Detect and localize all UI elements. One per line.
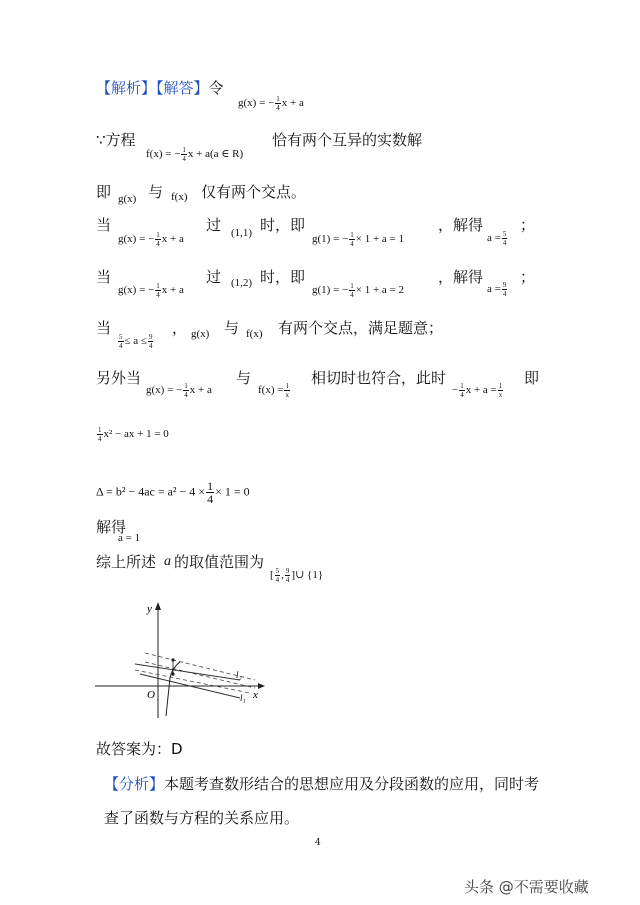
x-label: x: [253, 689, 258, 701]
y-axis-arrow: [155, 602, 161, 610]
discriminant-eq: Δ = b² − 4ac = a² − 4 × $\frac{1}{4}$ × 1 = 0: [96, 479, 250, 506]
l7-yu: 与: [236, 369, 252, 387]
analysis-line-2: 查了函数与方程的关系应用。: [104, 809, 300, 827]
l6-comma: ，: [172, 319, 188, 337]
f-definition: f(x) = − $\frac{1}{4}$ x + a(a ∈ R): [146, 146, 244, 163]
l3-text: 仅有两个交点。: [201, 183, 307, 201]
g-definition: g(x) = − $\frac{1}{4}$ x + a: [238, 95, 304, 112]
l4-point: (1,1): [231, 227, 253, 239]
l2-label: l₂: [236, 670, 242, 680]
answer-tag: 【解答】: [156, 79, 209, 97]
y-label: y: [147, 603, 152, 615]
l5-guo: 过: [206, 268, 222, 286]
line-l2: [135, 664, 240, 680]
l11-var-a: a: [164, 554, 171, 569]
range-result: [ $\frac{5}{4}$ , $\frac{9}{4}$ ]∪ {1}: [270, 567, 324, 584]
x-axis-arrow: [258, 683, 265, 689]
l4-dang: 当: [96, 216, 112, 234]
point-upper: [171, 658, 174, 661]
graph-figure: [90, 598, 280, 728]
analysis-line-1: [104, 773, 539, 794]
l6-yu: 与: [224, 319, 240, 337]
l1-label: l₁: [240, 693, 246, 703]
l4-g1-expr: g(1) = − $\frac{1}{4}$ × 1 + a = 1: [312, 231, 404, 248]
l6-range: $\frac{5}{4}$ ≤ a ≤ $\frac{9}{4}$: [119, 333, 153, 350]
l11-zongshang: 综上所述: [96, 553, 157, 571]
l4-g-expr: g(x) = − $\frac{1}{4}$ x + a: [118, 231, 184, 248]
origin-label: O: [147, 689, 155, 701]
l5-result: a = $\frac{9}{4}$: [487, 281, 507, 298]
l7-tangent-eq: − $\frac{1}{4}$ x + a = $\frac{1}{x}$: [452, 382, 503, 399]
analysis-tag: 【解析】: [96, 79, 157, 97]
let-text: 令: [208, 79, 224, 97]
l4-shi: 时，即: [260, 216, 306, 234]
l6-text: 有两个交点，满足题意；: [278, 319, 444, 337]
l7-f-recip: f(x) = $\frac{1}{x}$: [258, 382, 289, 399]
page-number: 4: [315, 838, 321, 848]
point-lower: [171, 672, 174, 675]
l3-f: f(x): [171, 191, 188, 203]
l11-text: 的取值范围为: [174, 553, 265, 571]
l5-g1-expr: g(1) = − $\frac{1}{4}$ × 1 + a = 2: [312, 282, 404, 299]
final-answer: 故答案为：D: [96, 740, 183, 758]
l6-f: f(x): [246, 328, 263, 340]
l4-guo: 过: [206, 216, 222, 234]
analysis-text-1: 本题考查数形结合的思想应用及分段函数的应用，同时考: [164, 775, 540, 793]
two-solutions-text: 恰有两个互异的实数解: [272, 131, 423, 149]
quadratic-eq: $\frac{1}{4}$ x² − ax + 1 = 0: [98, 426, 169, 443]
l5-semicolon: ；: [520, 268, 536, 286]
analysis-tag-2: 【分析】: [104, 775, 165, 793]
l4-semicolon: ；: [520, 216, 536, 234]
l3-g: g(x): [118, 193, 137, 205]
l3-ji: 即: [96, 183, 112, 201]
watermark: 头条 @不需要收藏: [464, 878, 589, 896]
l7-ji: 即: [524, 369, 540, 387]
l7-text: 相切时也符合，此时: [311, 369, 447, 387]
l3-yu: 与: [148, 183, 164, 201]
l5-point: (1,2): [231, 277, 253, 289]
l5-shi: 时，即: [260, 268, 306, 286]
equation-statement: ∵方程: [96, 131, 136, 149]
l10-result: a = 1: [118, 532, 141, 544]
l6-dang: 当: [96, 319, 112, 337]
l6-g: g(x): [191, 328, 210, 340]
l4-result: a = $\frac{5}{4}$: [487, 230, 507, 247]
l5-g-expr: g(x) = − $\frac{1}{4}$ x + a: [118, 282, 184, 299]
l5-dang: 当: [96, 268, 112, 286]
l7-lingwai: 另外当: [96, 369, 142, 387]
l7-g-expr: g(x) = − $\frac{1}{4}$ x + a: [146, 382, 212, 399]
l10-jiede: 解得: [96, 518, 127, 536]
l5-jiede: ，解得: [438, 268, 484, 286]
l4-jiede: ，解得: [438, 216, 484, 234]
solution-heading: [96, 77, 224, 98]
